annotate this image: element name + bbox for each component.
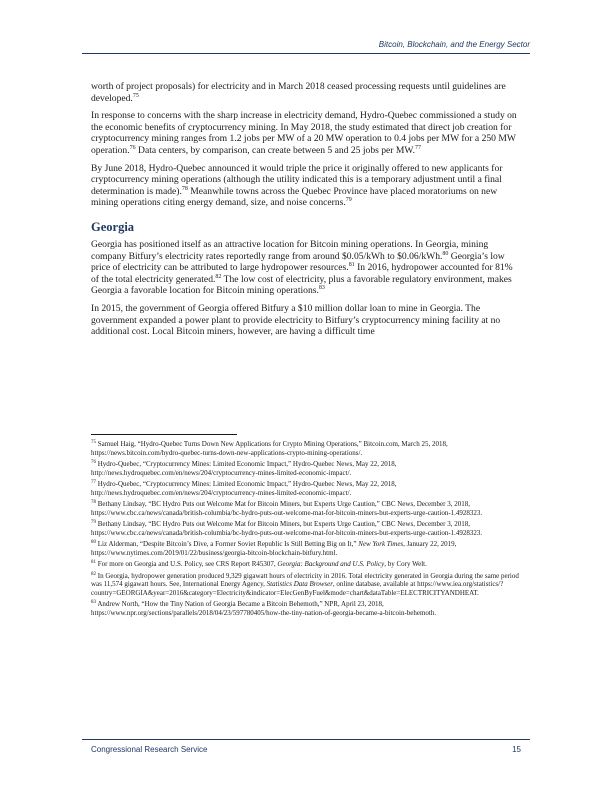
footnote-ref[interactable]: 80 <box>442 250 449 257</box>
footnote-ref[interactable]: 75 <box>132 92 139 99</box>
paragraph-quebec-study: In response to concerns with the sharp increase in electricity demand, Hydro-Quebec commissioned a study on the economic benefits of cryptocurrency mining. In May 2018, the study estimated that direct job creation for cryptocurrency mining ranges from 1.2 jobs per MW of a 20 MW operation to 0.4 jobs per MW for a 250 MW operation.$^{76}$ Data centers, by comparison, can create between 5 and 25 jobs per MW.$^{77}$ <box>91 110 517 156</box>
footnote-ref[interactable]: 83 <box>318 285 325 292</box>
footnotes <box>91 440 523 620</box>
page-number: 15 <box>512 745 521 754</box>
footnote-83: $^{83}$ Andrew North, “How the Tiny Nation of Georgia Became a Bitcoin Behemoth,” NPR, April 23, 2018, https://www.npr.org/sections/parallels/2018/04/23/597780405/how-the-tiny-nation-of-georgia-became-a-bitcoin-behemoth. <box>91 600 437 617</box>
footer-rule <box>82 739 530 740</box>
footnote-79: $^{79}$ Bethany Lindsay, “BC Hydro Puts out Welcome Mat for Bitcoin Miners, but Experts Urge Caution,” CBC News, December 3, 2018, https://www.cbc.ca/news/canada/british-columbia/bc-hydro-puts-out-welcome-mat-for-bitcoin-miners-but-experts-urge-caution-1.4928323. <box>91 520 483 537</box>
main-content <box>91 81 523 344</box>
footnote-ref[interactable]: 77 <box>415 144 422 151</box>
footnote-75: $^{75}$ Samuel Haig, “Hydro-Quebec Turns Down New Applications for Crypto Mining Operations,” Bitcoin.com, March 25, 2018, https://news.bitcoin.com/hydro-quebec-turns-down-new-applications-crypto-mining-operations/. <box>91 440 448 457</box>
section-heading-georgia: Georgia <box>91 219 135 234</box>
footnote-ref[interactable]: 76 <box>129 144 136 151</box>
footnote-ref[interactable]: 79 <box>345 197 352 204</box>
footnote-78: $^{78}$ Bethany Lindsay, “BC Hydro Puts out Welcome Mat for Bitcoin Miners, but Experts Urge Caution,” CBC News, December 3, 2018, https://www.cbc.ca/news/canada/british-columbia/bc-hydro-puts-out-welcome-mat-for-bitcoin-miners-but-experts-urge-caution-1.4928323. <box>91 500 483 517</box>
header-rule <box>82 53 530 54</box>
running-header-title: Bitcoin, Blockchain, and the Energy Sector <box>378 40 530 49</box>
footnote-ref[interactable]: 81 <box>348 262 355 269</box>
paragraph-quebec-proposals: worth of project proposals) for electricity and in March 2018 ceased processing requests until guidelines are developed.$^{75}$ <box>91 81 506 104</box>
footnote-76: $^{76}$ Hydro-Quebec, “Cryptocurrency Mines: Limited Economic Impact,” Hydro-Quebec News, May 22, 2018, http://news.hydroquebec.com/en/news/204/cryptocurrency-mines-limited-economic-impact/. <box>91 460 397 477</box>
footnote-divider <box>91 434 237 435</box>
footnote-ref[interactable]: 82 <box>215 273 222 280</box>
footnote-82: $^{82}$ In Georgia, hydropower generation produced 9,329 gigawatt hours of electricity in 2016. Total electricity generated in Georgia during the same period was 11,574 gigawatt hours. See, International Energy Agency, Statistics Data Browser, online database, available at https://www.iea.org/statistics/?country=GEORGIA&year=2016&category=Electricity&indicator=ElecGenByFuel&mode=chart&dataTable=ELECTRICITYANDHEAT. <box>91 571 519 597</box>
footnote-81: $^{81}$ For more on Georgia and U.S. Policy, see CRS Report R45307, Georgia: Background and U.S. Policy, by Cory Welt. <box>91 560 427 568</box>
paragraph-quebec-price: By June 2018, Hydro-Quebec announced it would triple the price it originally offered to new applicants for cryptocurrency mining operations (although the utility indicated this is a temporary adjustment until a final determination is made).$^{78}$ Meanwhile towns across the Quebec Province have placed moratoriums on new mining operations citing energy demand, size, and noise concerns.$^{79}$ <box>91 162 503 209</box>
footer-publisher: Congressional Research Service <box>91 745 208 754</box>
footnote-77: $^{77}$ Hydro-Quebec, “Cryptocurrency Mines: Limited Economic Impact,” Hydro-Quebec News, May 22, 2018, http://news.hydroquebec.com/en/news/204/cryptocurrency-mines-limited-economic-impact/. <box>91 480 397 497</box>
footnote-ref[interactable]: 78 <box>181 185 188 192</box>
paragraph-georgia-loan: In 2015, the government of Georgia offered Bitfury a $10 million dollar loan to mine in Georgia. The government expanded a power plant to provide electricity to Bitfury’s cryptocurrency mining facility at no additional cost. Local Bitcoin miners, however, are having a difficult time <box>91 302 501 338</box>
paragraph-georgia-rates: Georgia has positioned itself as an attractive location for Bitcoin mining operations. In Georgia, mining company Bitfury’s electricity rates reportedly range from around $0.05/kWh to $0.06/kWh.$^{80}$ Georgia’s low price of electricity can be attributed to large hydropower resources.$^{81}$ In 2016, hydropower accounted for 81% of the total electricity generated.$^{82}$ The low cost of electricity, plus a favorable regulatory environment, makes Georgia a favorable location for Bitcoin mining operations.$^{83}$ <box>91 238 513 297</box>
footnote-80: $^{80}$ Liz Alderman, “Despite Bitcoin’s Dive, a Former Soviet Republic Is Still Betting Big on It,” New York Times, January 22, 2019, https://www.nytimes.com/2019/01/22/business/georgia-bitcoin-blockchain-bitfury.html. <box>91 540 457 557</box>
